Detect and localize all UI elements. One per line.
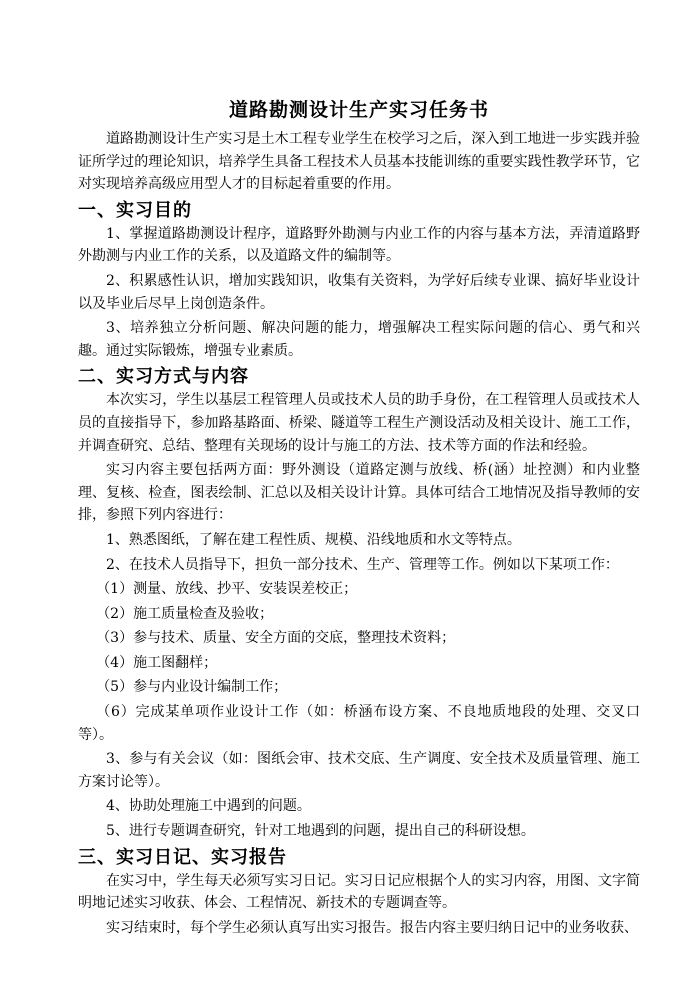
- list-item: 4、协助处理施工中遇到的问题。: [106, 798, 311, 815]
- intro-paragraph: 道路勘测设计生产实习是土木工程专业学生在校学习之后，深入到工地进一步实践并验证所学过的理论知识，培养学生具备工程技术人员基本技能训练的重要实践性教学环节，它对实现培养高级应用型人才的目标起着重要的作用。: [78, 131, 640, 193]
- list-item: 3、参与有关会议（如：图纸会审、技术交底、生产调度、安全技术及质量管理、施工方案讨论等）。: [78, 751, 640, 790]
- paragraph: 在实习中，学生每天必须写实习日记。实习日记应根据个人的实习内容，用图、文字简明地记述实习收获、体会、工程情况、新技术的专题调查等。: [78, 872, 640, 912]
- paragraph: 实习内容主要包括两方面：野外测设（道路定测与放线、桥(涵）址控测）和内业整理、复核、检查，图表绘制、汇总以及相关设计计算。具体可结合工地情况及指导教师的安排，参照下列内容进行：: [78, 462, 640, 524]
- sub-list-item: （3）参与技术、质量、安全方面的交底，整理技术资料；: [96, 630, 456, 647]
- list-item: 5、进行专题调查研究，针对工地遇到的问题，提出自己的科研设想。: [106, 823, 535, 840]
- paragraph: 2、积累感性认识，增加实践知识，收集有关资料，为学好后续专业课、搞好毕业设计以及毕业后尽早上岗创造条件。: [78, 272, 640, 312]
- paragraph: 实习结束时，每个学生必须认真写出实习报告。报告内容主要归纳日记中的业务收获、: [106, 919, 638, 936]
- document-title: 道路勘测设计生产实习任务书: [228, 99, 489, 121]
- sub-list-item: （1）测量、放线、抄平、安装误差校正；: [96, 581, 358, 598]
- section-heading-method: 二、实习方式与内容: [78, 366, 249, 388]
- paragraph: 3、培养独立分析问题、解决问题的能力，增强解决工程实际问题的信心、勇气和兴趣。通过实际锻炼，增强专业素质。: [78, 320, 640, 359]
- paragraph: 1、掌握道路勘测设计程序，道路野外勘测与内业工作的内容与基本方法，弄清道路野外勘测与内业工作的关系，以及道路文件的编制等。: [78, 225, 640, 265]
- paragraph: 本次实习，学生以基层工程管理人员或技术人员的助手身份，在工程管理人员或技术人员的直接指导下，参加路基路面、桥梁、隧道等工程生产测设活动及相关设计、施工工作，并调查研究、总结、整理有关现场的设计与施工的方法、技术等方面的作法和经验。: [78, 392, 640, 454]
- sub-list-item: （5）参与内业设计编制工作；: [96, 679, 288, 696]
- section-heading-diary-report: 三、实习日记、实习报告: [78, 846, 287, 868]
- section-heading-purpose: 一、实习目的: [78, 199, 192, 221]
- list-item: 2、在技术人员指导下，担负一部分技术、生产、管理等工作。例如以下某项工作：: [106, 556, 619, 573]
- list-item: 1、熟悉图纸，了解在建工程性质、规模、沿线地质和水文等特点。: [106, 531, 521, 548]
- sub-list-item: （6）完成某单项作业设计工作（如：桥涵布设方案、不良地质地段的处理、交叉口等）。: [78, 704, 640, 743]
- sub-list-item: （4）施工图翻样；: [96, 654, 218, 671]
- sub-list-item: （2）施工质量检查及验收；: [96, 605, 274, 622]
